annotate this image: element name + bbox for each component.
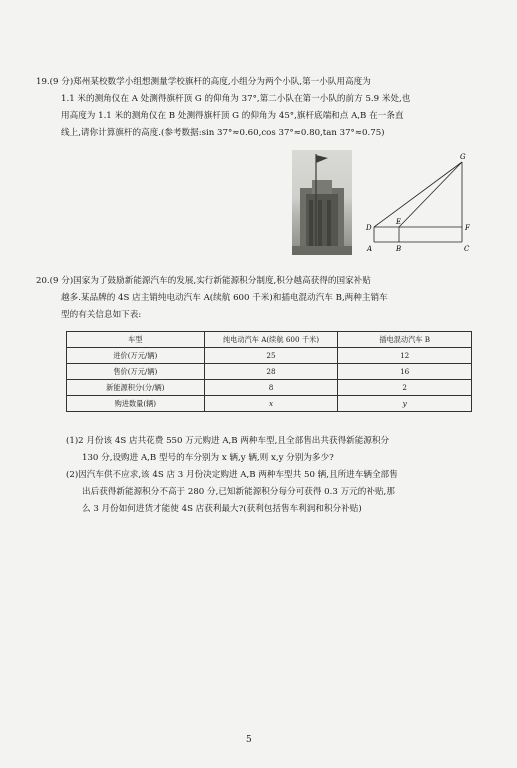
- table-cell: 25: [204, 348, 338, 364]
- table-header: 车型: [67, 332, 205, 348]
- flagpole-photo: [292, 150, 352, 255]
- table-row: [67, 380, 472, 396]
- q19-line-1: 19.(9 分)郑州某校数学小组想测量学校旗杆的高度,小组分为两个小队,第一小队用高度为: [36, 77, 371, 87]
- label-b: B: [396, 245, 402, 253]
- q20-sub2-line-3: 么 3 月份如何进货才能使 4S 店获利最大?(获利包括售车利润和积分补贴): [82, 504, 362, 514]
- label-c: C: [464, 245, 470, 253]
- label-e: E: [396, 218, 402, 226]
- vehicle-info-table: [66, 331, 472, 412]
- question-20: [36, 273, 496, 324]
- page-number: 5: [246, 735, 252, 745]
- table-cell: x: [204, 396, 338, 412]
- table-cell: 售价(万元/辆): [67, 364, 205, 380]
- table-row: [67, 396, 472, 412]
- table-header: 纯电动汽车 A(续航 600 千米): [204, 332, 338, 348]
- q20-sub1-line-2: 130 分,设购进 A,B 型号的车分别为 x 辆,y 辆,则 x,y 分别为多少?: [82, 453, 334, 463]
- q20-sub2-line-2: 出后获得新能源积分不高于 280 分,已知新能源积分每分可获得 0.3 万元的补贴,那: [82, 487, 395, 497]
- q20-line-1: 20.(9 分)国家为了鼓励新能源汽车的发展,实行新能源积分制度,积分越高获得的国家补贴: [36, 276, 371, 286]
- q19-figures: [292, 150, 482, 258]
- q20-sub2-line-1: (2)因汽车供不应求,该 4S 店 3 月份决定购进 A,B 两种车型共 50 辆,且所进车辆全部售: [66, 470, 398, 480]
- q20-subquestions: [66, 433, 496, 518]
- table-cell: 28: [204, 364, 338, 380]
- table-header-row: [67, 332, 472, 348]
- table-row: [67, 364, 472, 380]
- q19-line-4: 线上,请你计算旗杆的高度.(参考数据:sin 37°≈0.60,cos 37°≈0.80,tan 37°≈0.75): [61, 128, 385, 138]
- question-19: [36, 74, 496, 142]
- label-a: A: [367, 245, 373, 253]
- q20-line-3: 型的有关信息如下表:: [61, 310, 142, 320]
- label-g: G: [460, 153, 466, 161]
- table-cell: 8: [204, 380, 338, 396]
- table-cell: 16: [338, 364, 472, 380]
- label-f: F: [465, 224, 470, 232]
- table-cell: y: [338, 396, 472, 412]
- q20-line-2: 越多.某品牌的 4S 店主销纯电动汽车 A(续航 600 千米)和插电混动汽车 B,两种主销车: [61, 293, 388, 303]
- table-cell: 12: [338, 348, 472, 364]
- q20-sub1-line-1: (1)2 月份该 4S 店共花费 550 万元购进 A,B 两种车型,且全部售出共获得新能源积分: [66, 436, 390, 446]
- label-d: D: [366, 224, 372, 232]
- q19-line-3: 用高度为 1.1 米的测角仪在 B 处测得旗杆顶 G 的仰角为 45°,旗杆底端和点 A,B 在一条直: [61, 111, 404, 121]
- table-row: [67, 348, 472, 364]
- angle-diagram: [364, 150, 482, 258]
- table-cell: 2: [338, 380, 472, 396]
- q19-line-2: 1.1 米的测角仪在 A 处测得旗杆顶 G 的仰角为 37°,第二小队在第一小队的前方 5.9 米处,也: [61, 94, 411, 104]
- table-cell: 购进数量(辆): [67, 396, 205, 412]
- table-cell: 新能源积分(分/辆): [67, 380, 205, 396]
- table-cell: 进价(万元/辆): [67, 348, 205, 364]
- table-header: 插电混动汽车 B: [338, 332, 472, 348]
